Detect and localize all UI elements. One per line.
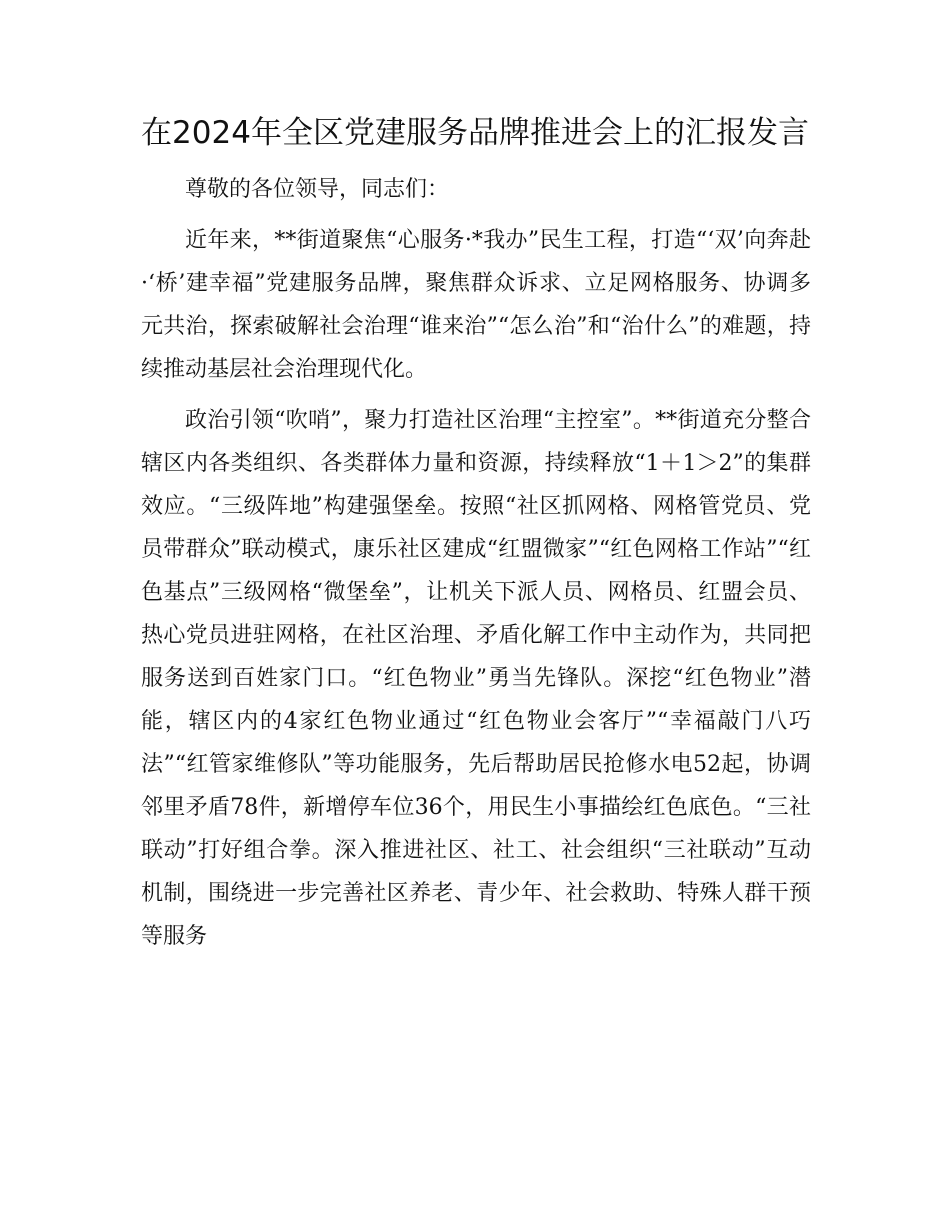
intro-paragraph: 近年来，**街道聚焦“心服务·*我办”民生工程，打造“‘双’向奔赴·‘桥’建幸福”党建服务品牌，聚焦群众诉求、立足网格服务、协调多元共治，探索破解社会治理“谁来治”“怎么治”和“治什么”的难题，持续推动基层社会治理现代化。 (141, 228, 811, 382)
document-title: 在2024年全区党建服务品牌推进会上的汇报发言 (141, 115, 809, 151)
document-body (141, 168, 811, 958)
body-paragraph: 政治引领“吹哨”，聚力打造社区治理“主控室”。**街道充分整合辖区内各类组织、各类群体力量和资源，持续释放“1＋1＞2”的集群效应。“三级阵地”构建强堡垒。按照“社区抓网格、网格管党员、党员带群众”联动模式，康乐社区建成“红盟微家”“红色网格工作站”“红色基点”三级网格“微堡垒”，让机关下派人员、网格员、红盟会员、热心党员进驻网格，在社区治理、矛盾化解工作中主动作为，共同把服务送到百姓家门口。“红色物业”勇当先锋队。深挖“红色物业”潜能，辖区内的4家红色物业通过“红色物业会客厅”“幸福敲门八巧法”“红管家维修队”等功能服务，先后帮助居民抢修水电52起，协调邻里矛盾78件，新增停车位36个，用民生小事描绘红色底色。“三社联动”打好组合拳。深入推进社区、社工、社会组织“三社联动”互动机制，围绕进一步完善社区养老、青少年、社会救助、特殊人群干预等服务 (141, 408, 811, 949)
salutation-paragraph: 尊敬的各位领导，同志们： (185, 177, 450, 202)
